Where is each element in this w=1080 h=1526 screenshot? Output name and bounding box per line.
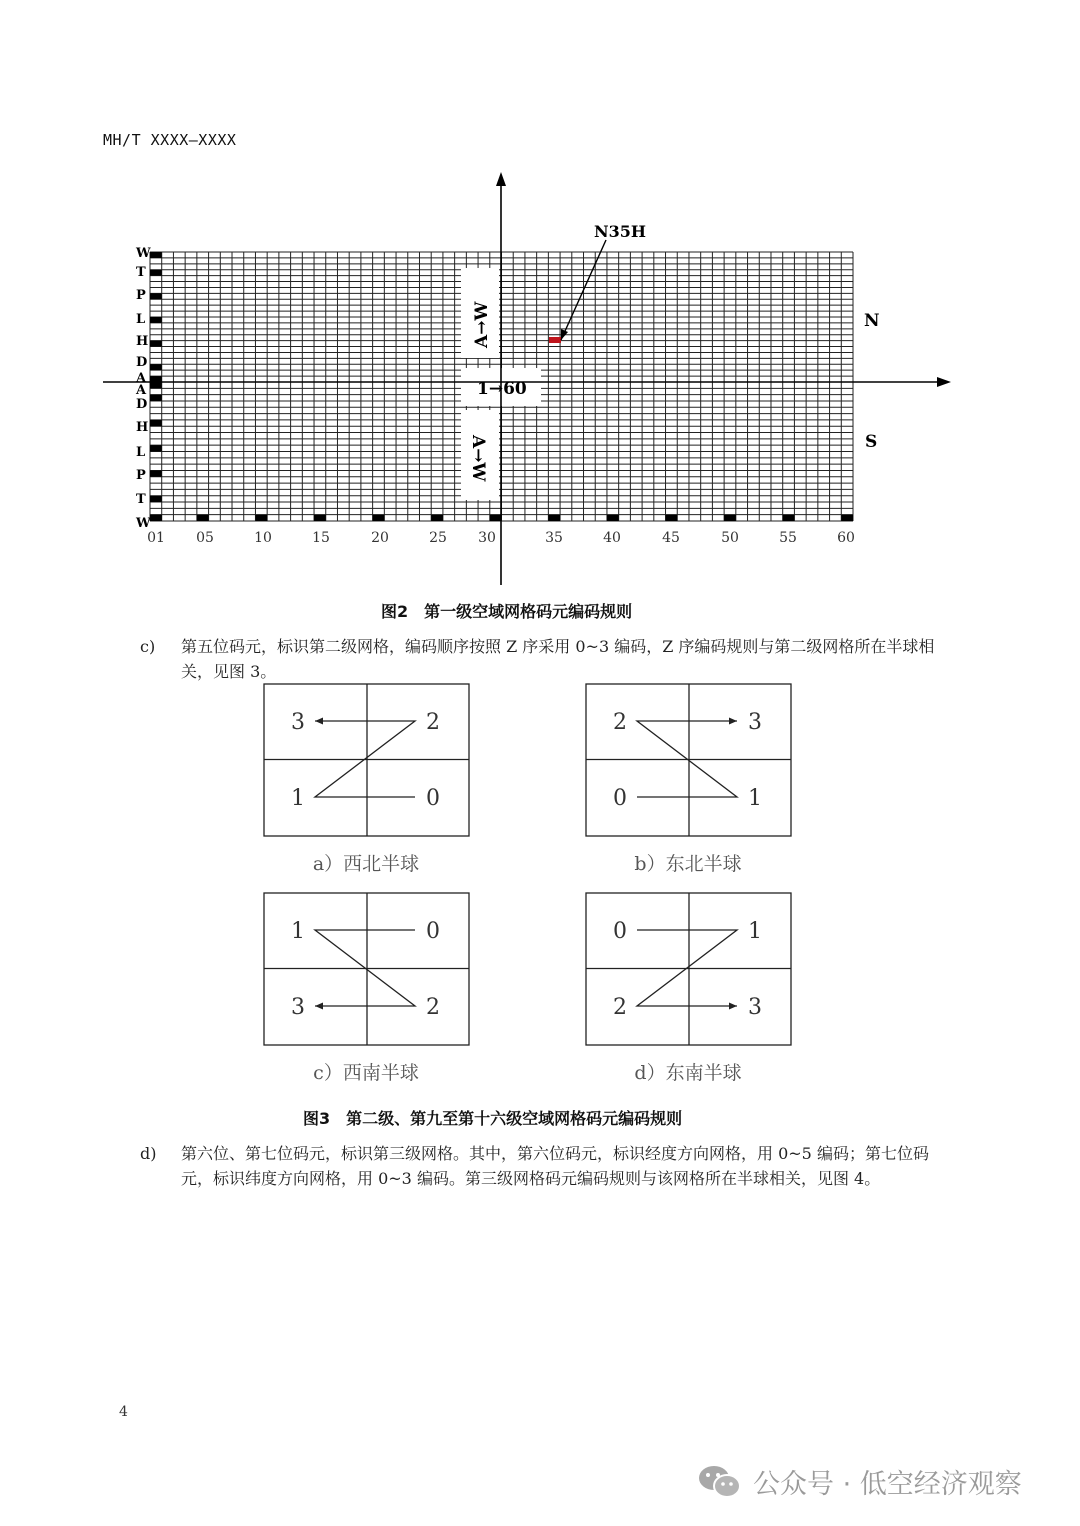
cell-code-label: N35H — [594, 222, 647, 241]
north-label: N — [864, 311, 880, 331]
list-marker: c) — [140, 637, 156, 656]
row-label: A — [136, 371, 147, 386]
row-label: D — [136, 355, 148, 370]
column-tick: 15 — [312, 530, 330, 546]
arrow-icon — [315, 1003, 323, 1010]
paragraph-text: 第五位码元，标识第二级网格，编码顺序按照 Z 序采用 0~3 编码，Z 序编码规则与第二级网格所在半球相关，见图 3。 — [181, 637, 935, 681]
quadrant-label: 1 — [291, 919, 305, 944]
quadrant-label: 3 — [291, 995, 305, 1020]
column-tick: 01 — [147, 530, 165, 546]
column-tick: 10 — [254, 530, 272, 546]
standard-code: MH/T XXXX—XXXX — [103, 131, 237, 149]
page-number: 4 — [119, 1404, 128, 1420]
figure-2-caption: 图2 第一级空域网格码元编码规则 — [381, 602, 633, 621]
quadrant-label: 1 — [748, 786, 762, 811]
row-label: D — [136, 397, 148, 412]
column-tick: 20 — [371, 530, 389, 546]
row-label: A — [136, 383, 147, 398]
z-order-panel-c — [263, 892, 471, 1047]
column-tick: 60 — [837, 530, 855, 546]
list-marker: d) — [140, 1144, 157, 1163]
quadrant-label: 1 — [291, 786, 305, 811]
y-axis-arrow-icon — [496, 172, 506, 186]
paragraph-c — [140, 634, 956, 684]
quadrant-label: 2 — [613, 710, 627, 735]
quadrant-label: 0 — [613, 919, 627, 944]
figure-2-grid-diagram — [0, 0, 1080, 600]
column-tick: 55 — [779, 530, 797, 546]
row-label: T — [136, 492, 146, 507]
arrow-icon — [729, 1003, 737, 1010]
quadrant-label: 0 — [426, 786, 440, 811]
quadrant-label: 3 — [748, 995, 762, 1020]
arrow-icon — [315, 718, 323, 725]
south-label: S — [865, 432, 878, 452]
quadrant-label: 0 — [613, 786, 627, 811]
z-order-panel-b — [585, 683, 793, 838]
x-axis-arrow-icon — [937, 377, 951, 387]
row-label: H — [136, 420, 149, 435]
panel-caption: b）东北半球 — [634, 853, 742, 875]
lat-north-label: A→W — [472, 301, 492, 348]
lat-south-label: A→W — [468, 435, 488, 482]
column-tick: 45 — [662, 530, 680, 546]
figure-3-caption: 图3 第二级、第九至第十六级空域网格码元编码规则 — [303, 1109, 683, 1128]
quadrant-label: 1 — [748, 919, 762, 944]
watermark — [697, 1462, 1022, 1501]
wechat-icon — [697, 1464, 743, 1500]
highlight-cell — [549, 337, 561, 343]
column-tick: 05 — [196, 530, 214, 546]
z-order-panel-a — [263, 683, 471, 838]
quadrant-label: 2 — [426, 995, 440, 1020]
row-label: L — [136, 445, 146, 460]
column-tick: 35 — [545, 530, 563, 546]
lon-label: 1→60 — [477, 379, 527, 399]
quadrant-label: 3 — [291, 710, 305, 735]
row-labels — [135, 246, 151, 531]
row-label: W — [136, 246, 151, 261]
panel-caption: c）西南半球 — [313, 1062, 419, 1084]
panel-caption: d）东南半球 — [634, 1062, 742, 1084]
row-label: T — [136, 265, 146, 280]
column-tick: 50 — [721, 530, 739, 546]
row-label: W — [136, 516, 151, 531]
column-tick: 25 — [429, 530, 447, 546]
column-tick: 40 — [603, 530, 621, 546]
quadrant-label: 2 — [426, 710, 440, 735]
row-label: L — [136, 312, 146, 327]
watermark-text: 公众号 · 低空经济观察 — [753, 1469, 1022, 1500]
row-label: P — [136, 468, 146, 483]
column-tick: 30 — [478, 530, 496, 546]
paragraph-text: 第六位、第七位码元，标识第三级网格。其中，第六位码元，标识经度方向网格，用 0~5 编码；第七位码元，标识纬度方向网格，用 0~3 编码。第三级网格码元编码规则与该网格所在半球相关，见图 4。 — [181, 1144, 929, 1188]
panel-caption: a）西北半球 — [312, 853, 420, 875]
z-order-panel-d — [585, 892, 793, 1047]
quadrant-label: 2 — [613, 995, 627, 1020]
quadrant-label: 3 — [748, 710, 762, 735]
row-label: H — [136, 334, 149, 349]
paragraph-d — [140, 1141, 956, 1191]
quadrant-label: 0 — [426, 919, 440, 944]
row-label: P — [136, 288, 146, 303]
arrow-icon — [729, 718, 737, 725]
